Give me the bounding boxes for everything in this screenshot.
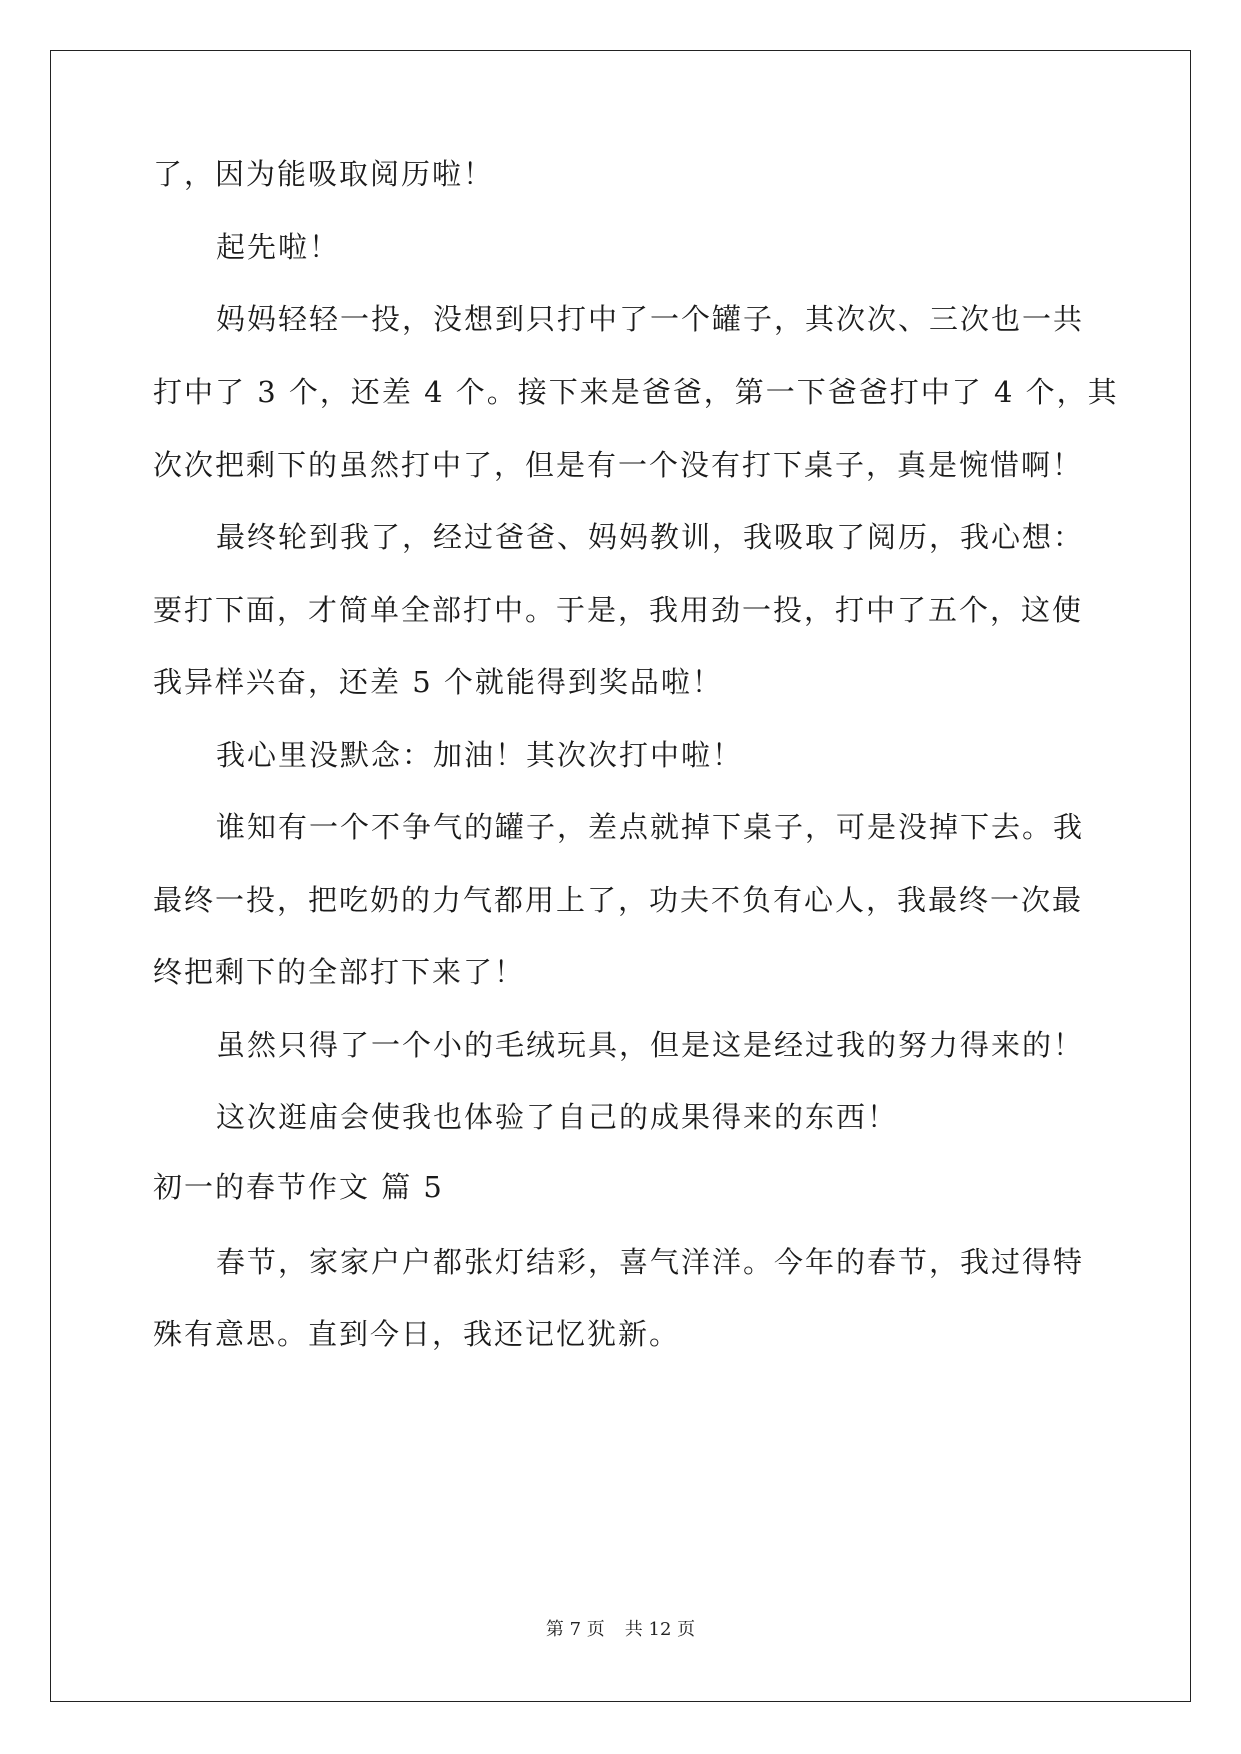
body-line-12: 终把剩下的全部打下来了！ [153,955,526,989]
section-heading: 初一的春节作文 篇 5 [153,1170,444,1204]
body-line-16: 殊有意思。直到今日，我还记忆犹新。 [153,1317,681,1351]
body-line-5: 次次把剩下的虽然打中了，但是有一个没有打下桌子，真是惋惜啊！ [153,448,1084,482]
body-line-14: 这次逛庙会使我也体验了自己的成果得来的东西！ [216,1100,899,1134]
body-line-1: 了，因为能吸取阅历啦！ [153,157,495,191]
page-total: 共 12 页 [624,1619,696,1640]
body-line-6: 最终轮到我了，经过爸爸、妈妈教训，我吸取了阅历，我心想： [216,520,1085,554]
body-line-8: 我异样兴奋，还差 5 个就能得到奖品啦！ [153,665,723,699]
body-line-7: 要打下面，才简单全部打中。于是，我用劲一投，打中了五个，这使 [153,593,1084,627]
body-line-3: 妈妈轻轻一投，没想到只打中了一个罐子，其次次、三次也一共 [216,302,1085,336]
body-line-4: 打中了 3 个，还差 4 个。接下来是爸爸，第一下爸爸打中了 4 个，其 [153,375,1119,409]
body-line-10: 谁知有一个不争气的罐子，差点就掉下桌子，可是没掉下去。我 [216,810,1085,844]
body-line-15: 春节，家家户户都张灯结彩，喜气洋洋。今年的春节，我过得特 [216,1245,1085,1279]
body-line-9: 我心里没默念：加油！其次次打中啦！ [216,738,744,772]
body-line-2: 起先啦！ [216,230,341,264]
page-footer [0,1618,1241,1642]
page-border [50,50,1191,1702]
page-number: 第 7 页 [545,1619,605,1640]
body-line-13: 虽然只得了一个小的毛绒玩具，但是这是经过我的努力得来的！ [216,1028,1085,1062]
body-line-11: 最终一投，把吃奶的力气都用上了，功夫不负有心人，我最终一次最 [153,883,1084,917]
